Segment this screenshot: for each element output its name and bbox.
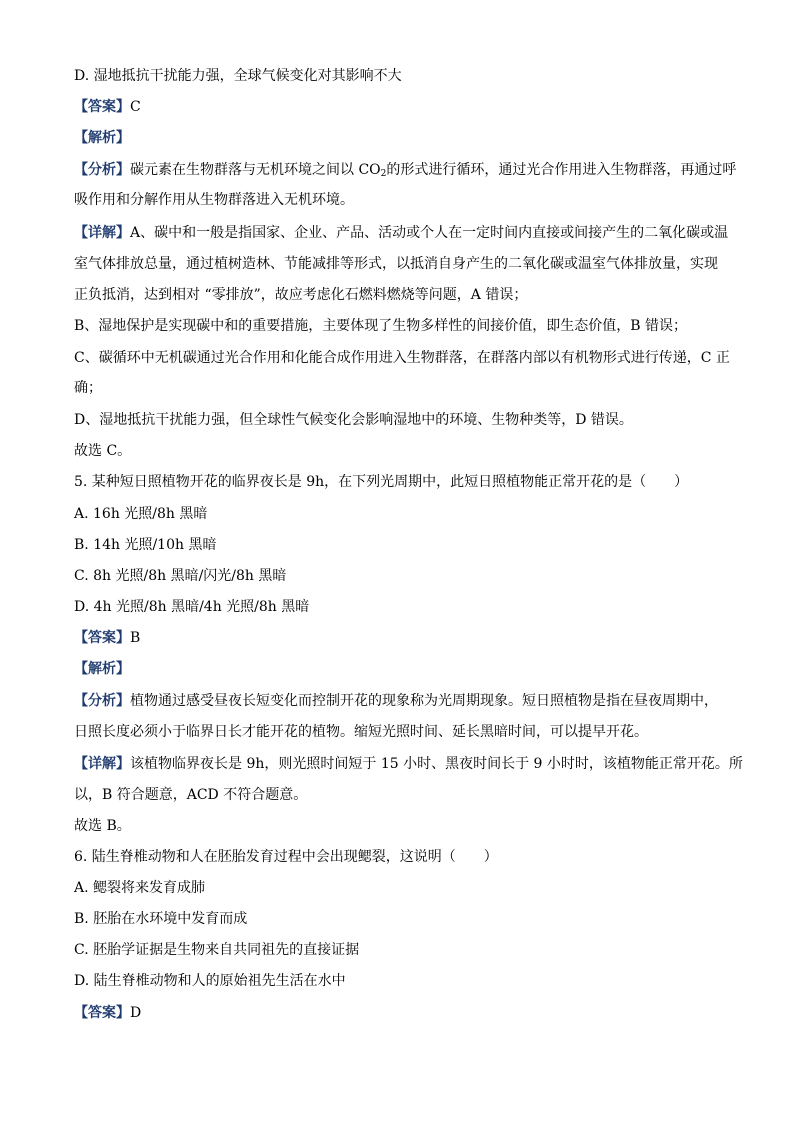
q6-stem: 6. 陆生脊椎动物和人在胚胎发育过程中会出现鳃裂，这说明（ ） <box>74 849 498 865</box>
q4-xiangjie-line-2: 室气体排放总量，通过植树造林、节能减排等形式，以抵消自身产生的二氧化碳或温室气体排放量，实现 <box>74 256 718 272</box>
answer-value: B <box>130 630 141 646</box>
fenxi-label: 【分析】 <box>74 162 130 178</box>
fenxi-text: 碳元素在生物群落与无机环境之间以 CO <box>130 162 381 178</box>
q4-xiangjie-b: B、湿地保护是实现碳中和的重要措施，主要体现了生物多样性的间接价值，即生态价值，B 错误； <box>74 318 688 334</box>
fenxi-text: 植物通过感受昼夜长短变化而控制开花的现象称为光周期现象。短日照植物是指在昼夜周期中， <box>130 693 718 709</box>
q5-fenxi-line-1 <box>74 691 722 711</box>
q4-option-d: D. 湿地抵抗干扰能力强，全球气候变化对其影响不大 <box>74 68 402 84</box>
q4-fenxi-line-1 <box>74 160 737 184</box>
fenxi-text: 的形式进行循环，通过光合作用进入生物群落，再通过呼 <box>386 162 737 178</box>
answer-label: 【答案】 <box>74 99 130 115</box>
q6-option-b: B. 胚胎在水环境中发育而成 <box>74 911 248 927</box>
answer-label: 【答案】 <box>74 630 130 646</box>
analysis-label: 【解析】 <box>74 661 130 677</box>
q6-option-d: D. 陆生脊椎动物和人的原始祖先生活在水中 <box>74 973 346 989</box>
q5-option-a: A. 16h 光照/8h 黑暗 <box>74 506 208 522</box>
q4-answer <box>74 97 722 117</box>
q4-xiangjie-c-line-1: C、碳循环中无机碳通过光合作用和化能合成作用进入生物群落，在群落内部以有机物形式进行传递，C 正 <box>74 350 730 366</box>
co2-subscript: 2 <box>380 169 387 179</box>
q5-analysis-label <box>74 659 722 679</box>
xiangjie-text: A、碳中和一般是指国家、企业、产品、活动或个人在一定时间内直接或间接产生的二氧化碳或温 <box>130 225 729 241</box>
q4-conclusion: 故选 C。 <box>74 443 132 459</box>
q4-fenxi-line-2: 吸作用和分解作用从生物群落进入无机环境。 <box>74 192 354 208</box>
q6-answer <box>74 1003 722 1023</box>
q5-option-d: D. 4h 光照/8h 黑暗/4h 光照/8h 黑暗 <box>74 599 310 615</box>
answer-value: D <box>130 1005 142 1021</box>
q6-option-c: C. 胚胎学证据是生物来自共同祖先的直接证据 <box>74 942 360 958</box>
q4-xiangjie-c-line-2: 确； <box>74 380 102 396</box>
q5-xiangjie-line-1 <box>74 754 743 774</box>
answer-label: 【答案】 <box>74 1005 130 1021</box>
xiangjie-label: 【详解】 <box>74 225 130 241</box>
xiangjie-label: 【详解】 <box>74 756 130 772</box>
xiangjie-text: 该植物临界夜长是 9h，则光照时间短于 15 小时、黑夜时间长于 9 小时时，该植物能正常开花。所 <box>130 756 743 772</box>
q5-xiangjie-line-2: 以，B 符合题意，ACD 不符合题意。 <box>74 787 308 803</box>
q5-fenxi-line-2: 日照长度必须小于临界日长才能开花的植物。缩短光照时间、延长黑暗时间，可以提早开花。 <box>74 724 648 740</box>
fenxi-label: 【分析】 <box>74 693 130 709</box>
q5-conclusion: 故选 B。 <box>74 818 131 834</box>
q4-xiangjie-line-1 <box>74 223 729 243</box>
q5-stem: 5. 某种短日照植物开花的临界夜长是 9h，在下列光周期中，此短日照植物能正常开花的是（ ） <box>74 474 689 490</box>
q6-option-a: A. 鳃裂将来发育成肺 <box>74 880 206 896</box>
q5-option-c: C. 8h 光照/8h 黑暗/闪光/8h 黑暗 <box>74 568 287 584</box>
q4-xiangjie-line-3: 正负抵消，达到相对 “零排放”，故应考虑化石燃料燃烧等问题，A 错误； <box>74 287 528 303</box>
answer-value: C <box>130 99 141 115</box>
q5-answer <box>74 628 722 648</box>
q4-xiangjie-d: D、湿地抵抗干扰能力强，但全球性气候变化会影响湿地中的环境、生物种类等，D 错误。 <box>74 412 633 428</box>
q5-option-b: B. 14h 光照/10h 黑暗 <box>74 537 217 553</box>
q4-analysis-label <box>74 128 722 148</box>
analysis-label: 【解析】 <box>74 130 130 146</box>
